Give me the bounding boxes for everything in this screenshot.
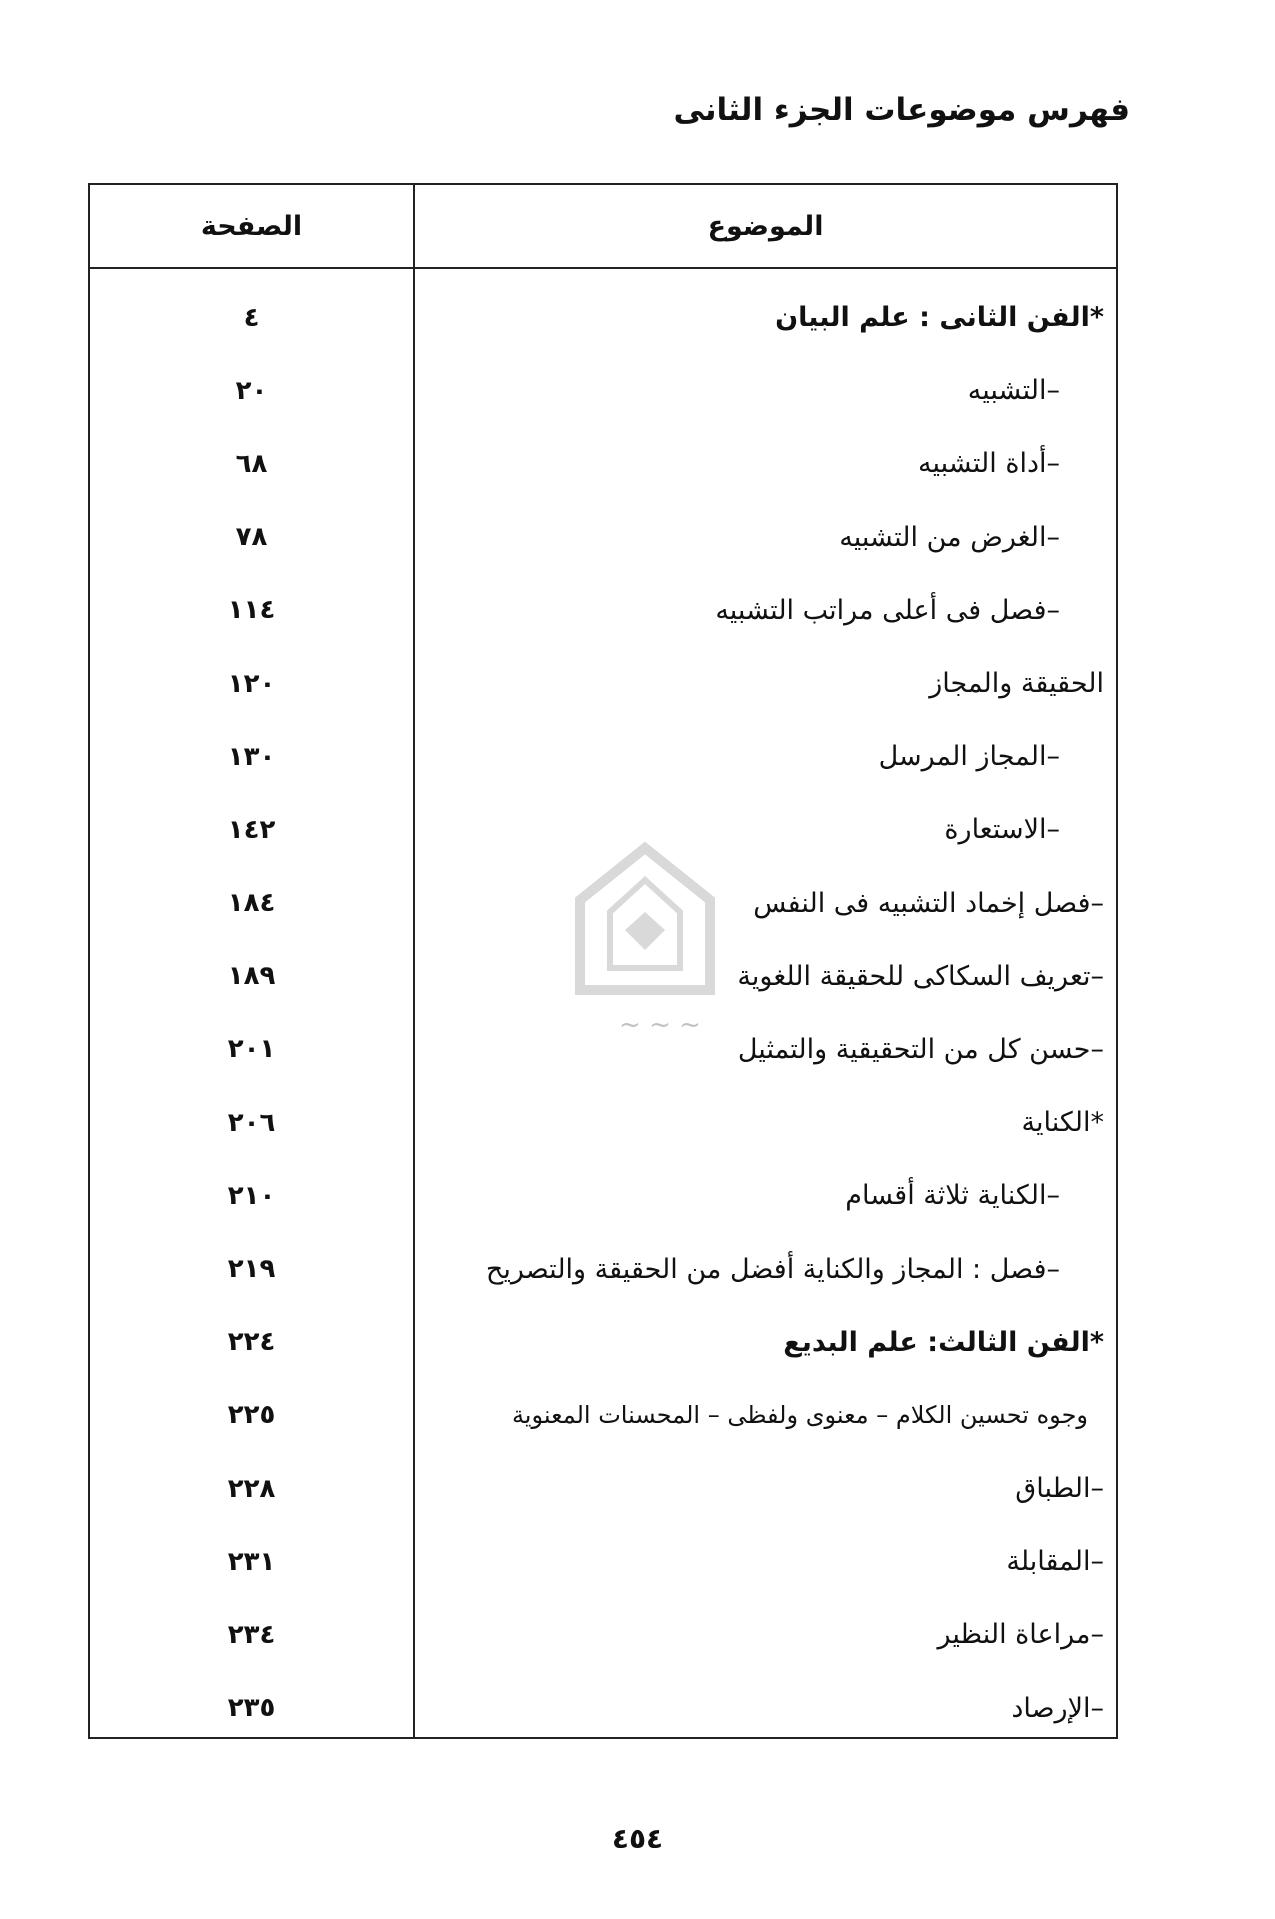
topic-entry: –الطباق [1015,1473,1104,1505]
page-number-entry: ١٣٠ [227,741,276,772]
page-number-entry: ١٢٠ [227,668,276,699]
contents-table [88,183,1118,1739]
topic-column [413,269,1116,1739]
topic-entry: –الغرض من التشبيه [839,521,1060,553]
page-column-header: الصفحة [200,210,303,242]
page-number-entry: ١٨٩ [227,961,276,992]
topic-entry: –حسن كل من التحقيقية والتمثيل [737,1033,1104,1065]
topic-column-header: الموضوع [413,185,1116,267]
topic-entry: –تعريف السكاكى للحقيقة اللغوية [737,960,1104,992]
footer-page-number: ٤٥٤ [611,1822,664,1855]
page-number-entry: ٢٠٦ [227,1107,276,1138]
topic-entry: –فصل إخماد التشبيه فى النفس [753,887,1104,919]
topic-entry: وجوه تحسين الكلام – معنوى ولفظى – المحسنات المعنوية [511,1401,1088,1430]
topic-entry: الحقيقة والمجاز [929,668,1104,700]
table-body [90,269,1116,1739]
topic-entry: *الفن الثانى : علم البيان [775,302,1104,334]
page-number-entry: ٢٠١ [227,1034,276,1065]
topic-entry: –المجاز المرسل [878,741,1060,773]
page-number-entry: ٢٠ [235,375,268,406]
page-number-entry: ٢٢٨ [227,1473,276,1504]
topic-entry: –مراعاة النظير [937,1619,1104,1651]
topic-entry: –الكناية ثلاثة أقسام [845,1180,1060,1212]
topic-entry: –أداة التشبيه [918,448,1060,480]
topic-entry: –الاستعارة [944,814,1060,846]
page-number-entry: ١٨٤ [227,888,276,919]
page-title: فهرس موضوعات الجزء الثانى [673,92,1130,128]
page-number-entry: ٢٣٤ [227,1619,276,1650]
page-number-entry: ٧٨ [235,522,268,553]
page-number-entry: ٤ [243,302,260,333]
topic-entry: –التشبيه [967,375,1060,407]
page-number-entry: ٢٢٥ [227,1400,276,1431]
page-number-entry: ١١٤ [227,595,276,626]
page-number-entry: ٢٣٥ [227,1693,276,1724]
topic-entry: *الكناية [1021,1107,1104,1139]
page-column [90,269,413,1739]
topic-entry: *الفن الثالث: علم البديع [783,1326,1104,1358]
topic-entry: –فصل : المجاز والكناية أفضل من الحقيقة والتصريح [485,1253,1060,1285]
page-number-entry: ٢٣١ [227,1546,276,1577]
page-number-entry: ١٤٢ [227,814,276,845]
watermark-text: ~ ~ ~ [619,1010,701,1040]
page-number-entry: ٢٢٤ [227,1327,276,1358]
page-number-entry: ٦٨ [235,448,268,479]
page-number-entry: ٢١٠ [227,1180,276,1211]
topic-entry: –فصل فى أعلى مراتب التشبيه [715,594,1060,626]
table-header [90,185,1116,269]
topic-entry: –المقابلة [1006,1546,1104,1578]
page-number-entry: ٢١٩ [227,1254,276,1285]
topic-entry: –الإرصاد [1011,1692,1104,1724]
